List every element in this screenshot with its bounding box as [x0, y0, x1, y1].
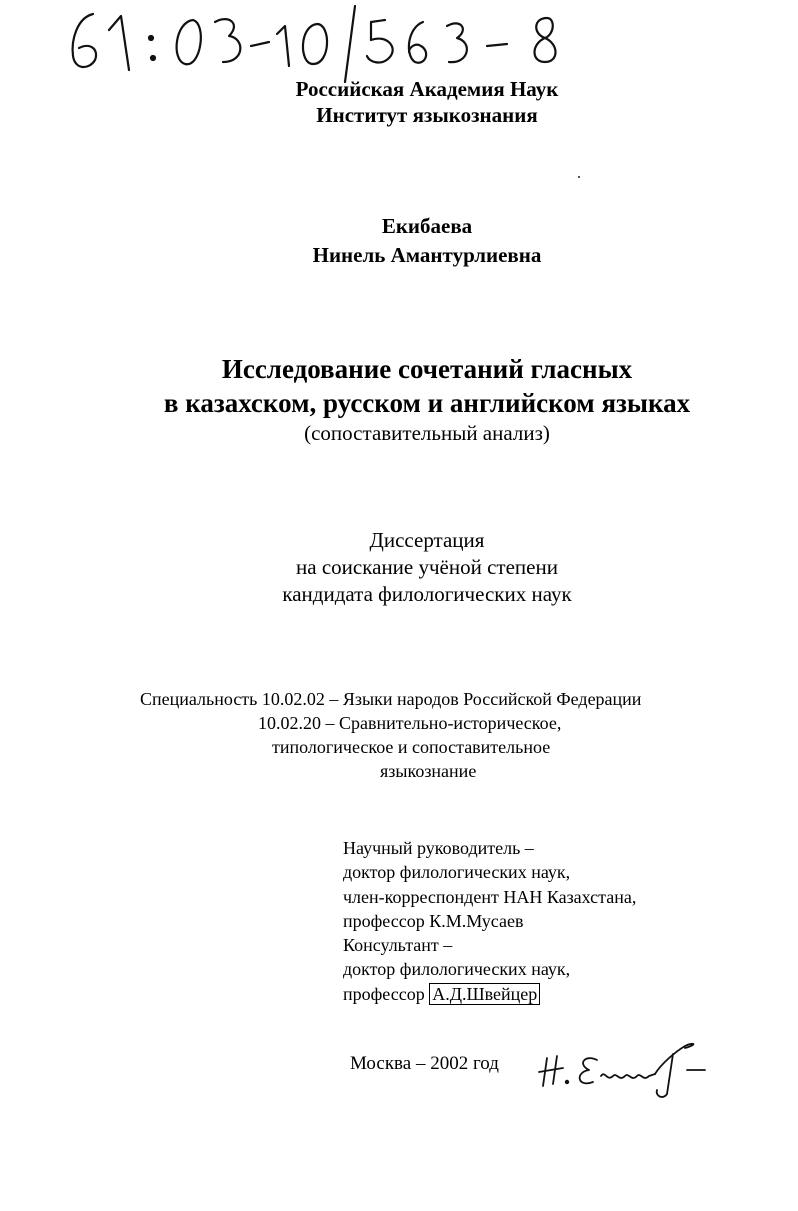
- degree-line-1: Диссертация: [369, 528, 485, 552]
- supervisor-membership: член-корреспондент НАН Казахстана,: [343, 886, 637, 907]
- specialty: [140, 687, 641, 783]
- specialty-line-1: Специальность 10.02.02 – Языки народов Российской Федерации: [140, 689, 642, 709]
- supervisor-heading: Научный руководитель –: [343, 838, 534, 858]
- author: [28, 212, 798, 270]
- dissertation-title: [28, 352, 798, 420]
- degree-description: [28, 527, 798, 608]
- consultant-heading: Консультант –: [343, 935, 453, 956]
- degree-line-3: кандидата филологических наук: [282, 582, 572, 606]
- consultant-title: профессор: [343, 983, 425, 1004]
- supervisor-block: [343, 836, 636, 1006]
- title-line-2: в казахском, русском и английском языках: [163, 388, 691, 418]
- institution: [28, 76, 798, 128]
- title-line-1: Исследование сочетаний гласных: [221, 354, 633, 384]
- author-surname: Екибаева: [381, 214, 473, 238]
- specialty-line-2: 10.02.20 – Сравнительно-историческое,: [258, 713, 562, 733]
- institute-name: Институт языкознания: [316, 103, 538, 127]
- specialty-line-4: языкознание: [380, 761, 477, 781]
- subtitle-text: (сопоставительный анализ): [304, 421, 550, 445]
- consultant-name: А.Д.Швейцер: [429, 983, 540, 1005]
- institution-name: Российская Академия Наук: [295, 77, 559, 101]
- place-and-year: Москва – 2002 год: [350, 1053, 499, 1074]
- handwritten-archive-code: [55, 0, 585, 85]
- dissertation-subtitle: [28, 420, 798, 446]
- degree-line-2: на соискание учёной степени: [296, 555, 558, 579]
- consultant-line: [343, 982, 636, 1006]
- supervisor-name: профессор К.М.Мусаев: [343, 910, 524, 931]
- specialty-line-3: типологическое и сопоставительное: [272, 737, 551, 757]
- consultant-degree: доктор филологических наук,: [343, 959, 571, 980]
- author-signature: [535, 1030, 710, 1100]
- supervisor-degree: доктор филологических наук,: [343, 862, 571, 883]
- scan-speck: [578, 176, 580, 178]
- author-given-names: Нинель Амантурлиевна: [312, 243, 542, 267]
